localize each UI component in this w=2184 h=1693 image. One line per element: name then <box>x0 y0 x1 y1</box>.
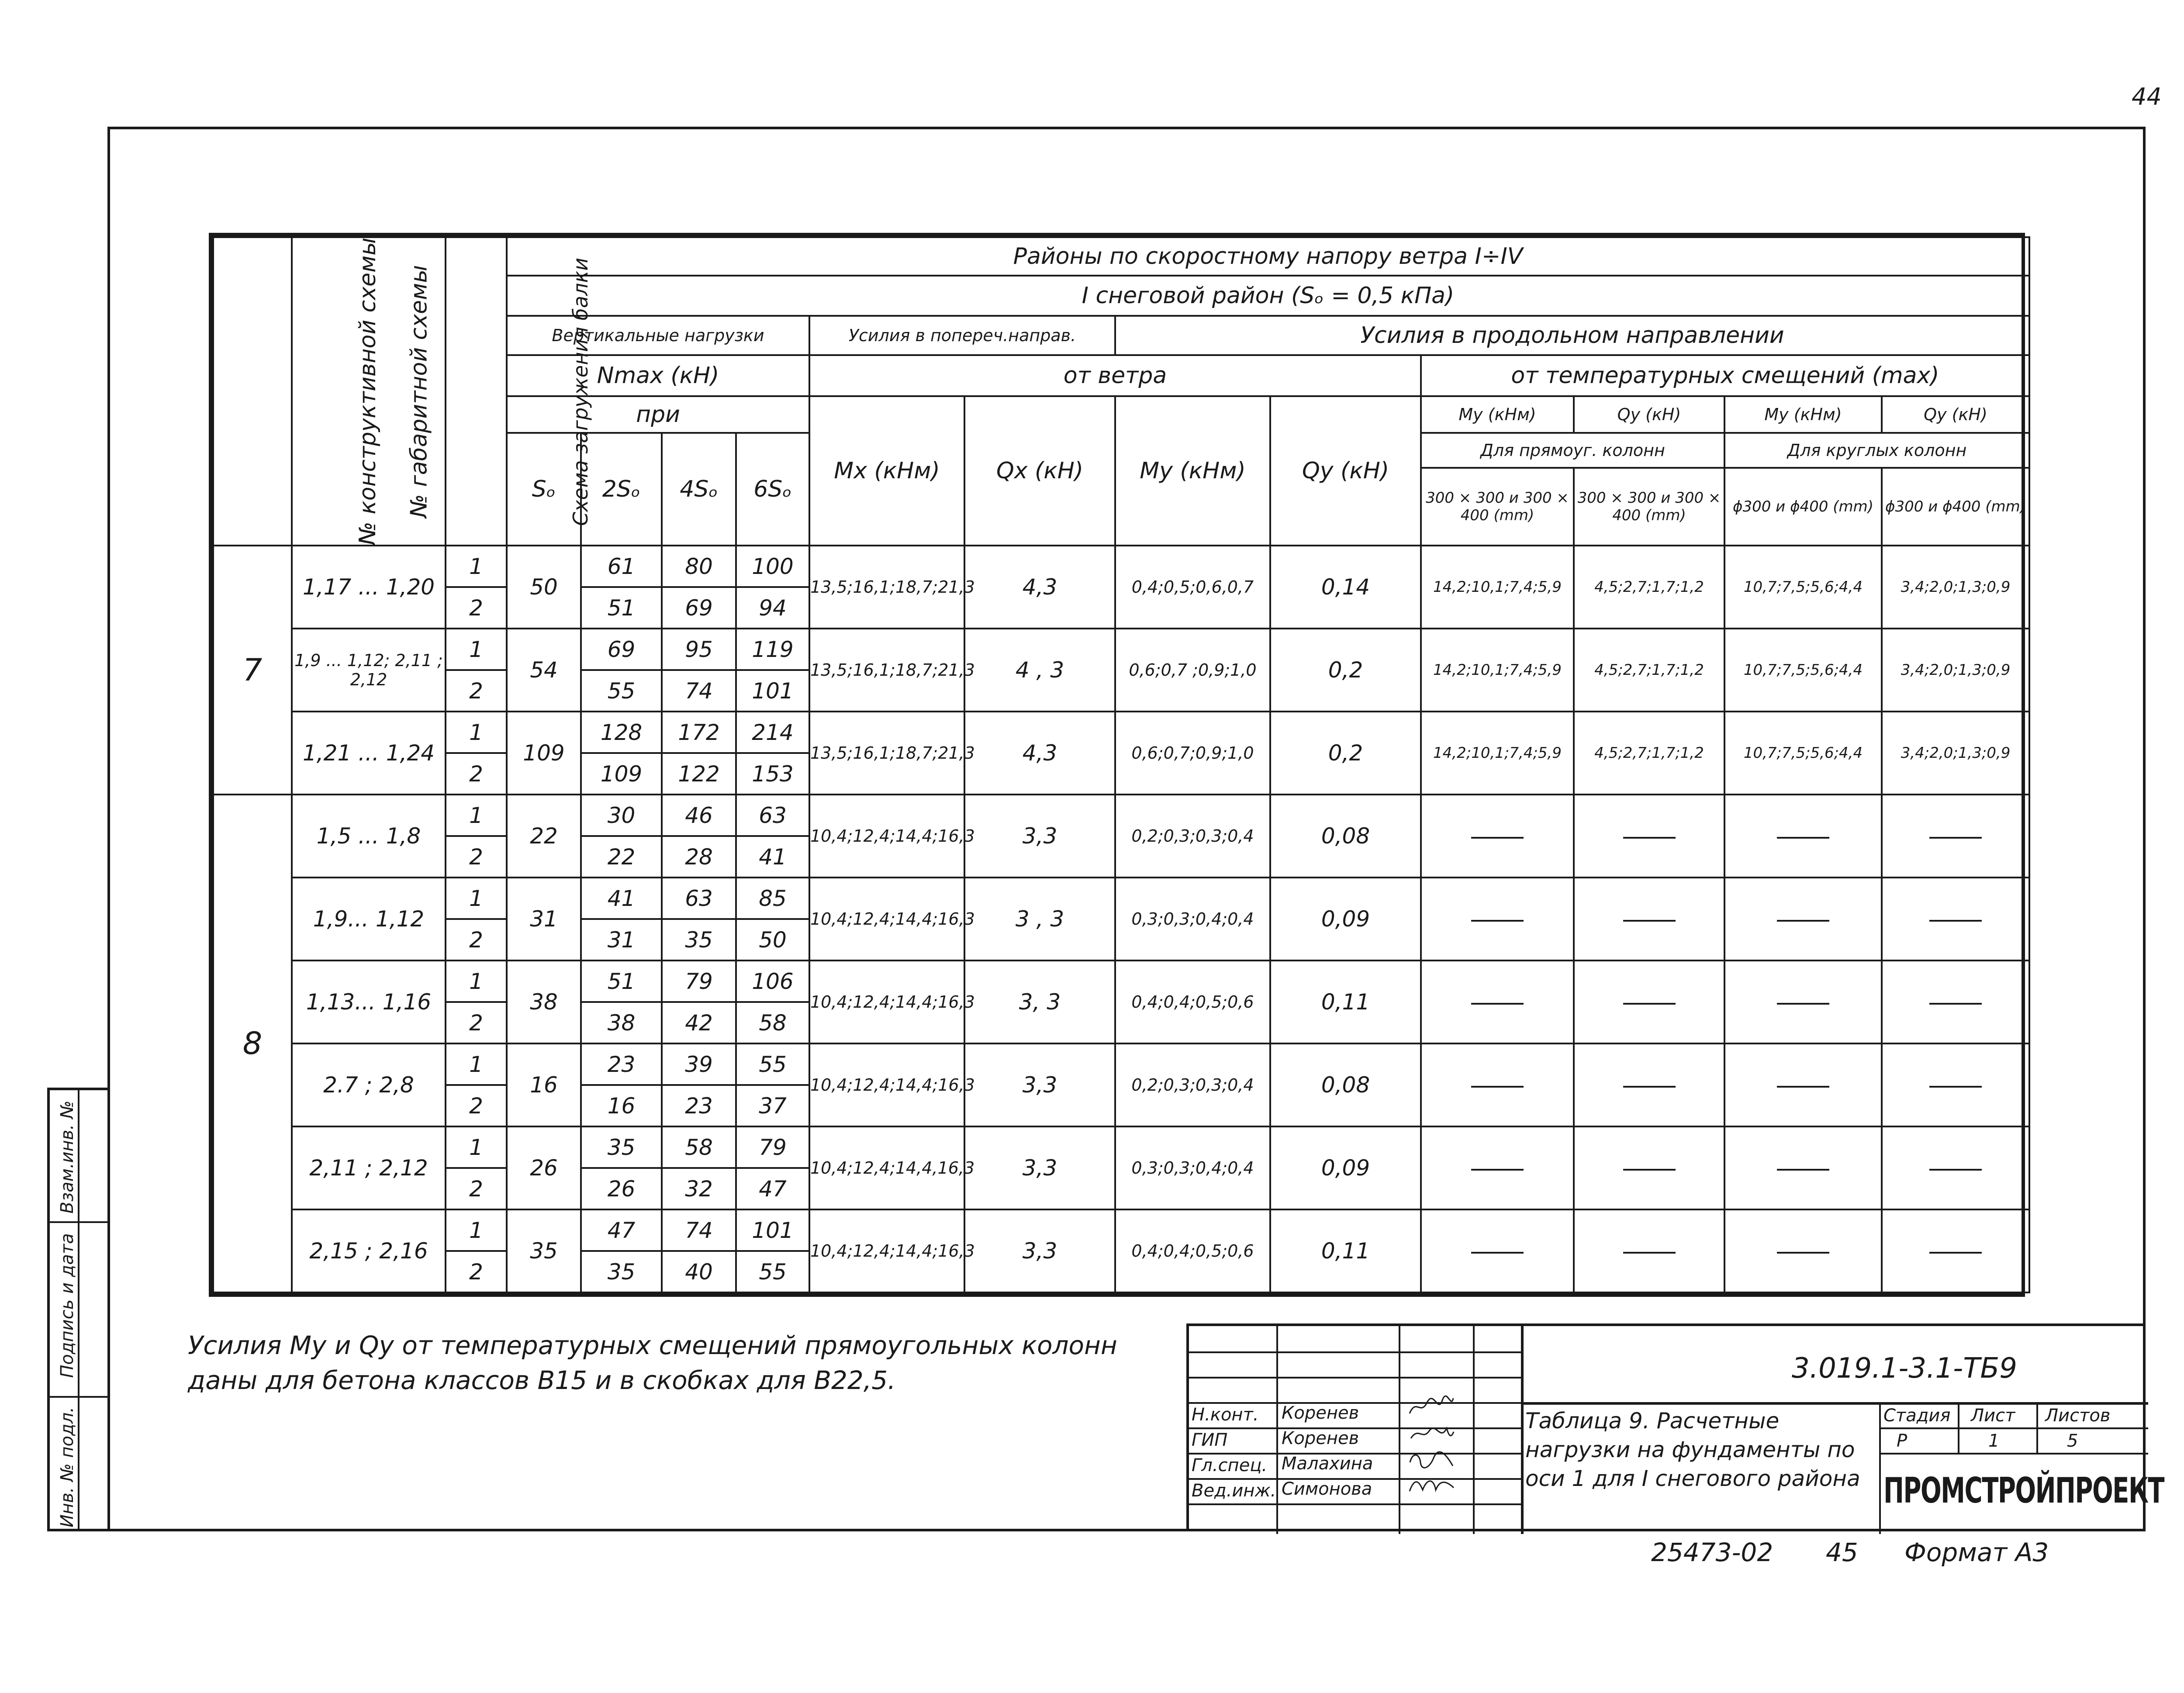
header-qy: Qy (кН) <box>1270 396 1421 546</box>
gabarit-cell: 1,9... 1,12 <box>292 878 446 961</box>
s0-cell: 26 <box>507 1126 581 1209</box>
my-cell: 0,2;0,3;0,3;0,4 <box>1115 1043 1270 1126</box>
s2-cell: 23 <box>581 1043 662 1085</box>
dash-cell <box>1882 795 2029 878</box>
dash-cell <box>1882 878 2029 961</box>
footer-code: 25473-02 <box>1651 1538 1773 1567</box>
s4-cell: 80 <box>662 546 736 587</box>
gabarit-cell: 1,13... 1,16 <box>292 961 446 1043</box>
header-at: при <box>507 396 809 433</box>
header-s0: Sₒ <box>507 433 581 546</box>
s4-cell: 58 <box>662 1126 736 1168</box>
scheme-cell: 2 <box>446 670 507 712</box>
s2-cell: 55 <box>581 670 662 712</box>
mx-cell: 13,5;16,1;18,7;21,3 <box>809 629 964 712</box>
s2-cell: 69 <box>581 629 662 670</box>
s4-cell: 74 <box>662 670 736 712</box>
s2-cell: 109 <box>581 753 662 795</box>
temp-cell: 4,5;2,7;1,7;1,2 <box>1574 712 1724 795</box>
scheme-cell: 2 <box>446 836 507 878</box>
dash-cell <box>1574 795 1724 878</box>
stage-label: Стадия <box>1883 1406 1951 1426</box>
temp-cell: 14,2;10,1;7,4;5,9 <box>1421 546 1574 629</box>
mx-cell: 13,5;16,1;18,7;21,3 <box>809 712 964 795</box>
s6-cell: 47 <box>736 1168 809 1209</box>
s2-cell: 47 <box>581 1209 662 1251</box>
header-wind-regions: Районы по скоростному напору ветра I÷IV <box>507 237 2029 276</box>
s2-cell: 38 <box>581 1002 662 1043</box>
s0-cell: 31 <box>507 878 581 961</box>
s4-cell: 63 <box>662 878 736 919</box>
sheets-value: 5 <box>2067 1431 2078 1451</box>
s4-cell: 122 <box>662 753 736 795</box>
header-gabarit: № габаритной схемы <box>292 237 446 546</box>
temp-cell: 10,7;7,5;5,6;4,4 <box>1724 712 1882 795</box>
side-stamp-podpis: Подпись и дата <box>57 1233 77 1378</box>
my-cell: 0,4;0,4;0,5;0,6 <box>1115 1209 1270 1292</box>
sheet-value: 1 <box>1988 1431 2000 1451</box>
gabarit-cell: 1,21 ... 1,24 <box>292 712 446 795</box>
page-number: 44 <box>2132 83 2162 111</box>
temp-cell: 14,2;10,1;7,4;5,9 <box>1421 712 1574 795</box>
qy-cell: 0,14 <box>1270 546 1421 629</box>
scheme-cell: 1 <box>446 1043 507 1085</box>
s2-cell: 16 <box>581 1085 662 1126</box>
dash-cell <box>1574 961 1724 1043</box>
s4-cell: 46 <box>662 795 736 836</box>
qx-cell: 3,3 <box>964 795 1115 878</box>
s2-cell: 35 <box>581 1126 662 1168</box>
scheme-cell: 1 <box>446 629 507 670</box>
loads-table <box>212 236 2030 1293</box>
scheme-cell: 1 <box>446 546 507 587</box>
qy-cell: 0,08 <box>1270 1043 1421 1126</box>
qy-cell: 0,2 <box>1270 712 1421 795</box>
qy-cell: 0,11 <box>1270 961 1421 1043</box>
dash-cell <box>1574 1126 1724 1209</box>
s2-cell: 31 <box>581 919 662 961</box>
s4-cell: 74 <box>662 1209 736 1251</box>
dash-cell <box>1574 878 1724 961</box>
table-note: Усилия My и Qy от температурных смещений прямоугольных колонн даны для бетона классов В15 и в скобках для В22,5. <box>188 1330 1117 1395</box>
my-cell: 0,4;0,4;0,5;0,6 <box>1115 961 1270 1043</box>
my-cell: 0,4;0,5;0,6,0,7 <box>1115 546 1270 629</box>
s6-cell: 79 <box>736 1126 809 1168</box>
role-vedinzh: Вед.инж. <box>1192 1481 1276 1501</box>
role-nkont: Н.конт. <box>1192 1405 1259 1425</box>
temp-cell: 10,7;7,5;5,6;4,4 <box>1724 629 1882 712</box>
mx-cell: 10,4;12,4;14,4;16,3 <box>809 1209 964 1292</box>
s2-cell: 41 <box>581 878 662 919</box>
header-round-size-1: ϕ300 и ϕ400 (mm) <box>1724 468 1882 546</box>
s6-cell: 106 <box>736 961 809 1002</box>
temp-cell: 10,7;7,5;5,6;4,4 <box>1724 546 1882 629</box>
gabarit-cell: 1,9 ... 1,12; 2,11 ; 2,12 <box>292 629 446 712</box>
s0-cell: 54 <box>507 629 581 712</box>
gabarit-cell: 2.7 ; 2,8 <box>292 1043 446 1126</box>
s4-cell: 32 <box>662 1168 736 1209</box>
header-temp-qy-round: Qy (кН) <box>1882 396 2029 433</box>
s6-cell: 214 <box>736 712 809 753</box>
s6-cell: 85 <box>736 878 809 919</box>
header-rect-size-2: 300 × 300 и 300 × 400 (mm) <box>1574 468 1724 546</box>
mx-cell: 13,5;16,1;18,7;21,3 <box>809 546 964 629</box>
dash-cell <box>1421 1209 1574 1292</box>
header-longitudinal: Усилия в продольном направлении <box>1115 316 2029 355</box>
dash-cell <box>1421 878 1574 961</box>
scheme-cell: 2 <box>446 919 507 961</box>
s2-cell: 30 <box>581 795 662 836</box>
temp-cell: 3,4;2,0;1,3;0,9 <box>1882 629 2029 712</box>
s2-cell: 35 <box>581 1251 662 1292</box>
dash-cell <box>1421 1126 1574 1209</box>
scheme-cell: 2 <box>446 1085 507 1126</box>
sheet-label: Лист <box>1971 1406 2015 1426</box>
doc-code: 3.019.1-3.1-ТБ9 <box>1792 1352 2017 1385</box>
temp-cell: 3,4;2,0;1,3;0,9 <box>1882 546 2029 629</box>
header-my: My (кНм) <box>1115 396 1270 546</box>
header-from-temp: от температурных смещений (max) <box>1421 355 2029 396</box>
name-glspec: Малахина <box>1282 1454 1373 1474</box>
scheme-cell: 1 <box>446 1209 507 1251</box>
loads-table-wrap <box>209 233 2025 1297</box>
dash-cell <box>1882 961 2029 1043</box>
scheme-cell: 2 <box>446 1251 507 1292</box>
qy-cell: 0,11 <box>1270 1209 1421 1292</box>
s6-cell: 101 <box>736 670 809 712</box>
my-cell: 0,3;0,3;0,4;0,4 <box>1115 1126 1270 1209</box>
s6-cell: 55 <box>736 1043 809 1085</box>
s4-cell: 35 <box>662 919 736 961</box>
s2-cell: 51 <box>581 961 662 1002</box>
side-stamp <box>47 1088 107 1531</box>
gabarit-cell: 2,11 ; 2,12 <box>292 1126 446 1209</box>
s4-cell: 172 <box>662 712 736 753</box>
dash-cell <box>1574 1209 1724 1292</box>
name-gip: Коренев <box>1282 1428 1359 1448</box>
header-6s0: 6Sₒ <box>736 433 809 546</box>
signature-4 <box>1407 1475 1455 1495</box>
s2-cell: 26 <box>581 1168 662 1209</box>
s4-cell: 79 <box>662 961 736 1002</box>
s2-cell: 128 <box>581 712 662 753</box>
group-construct-8: 8 <box>213 795 292 1292</box>
s0-cell: 38 <box>507 961 581 1043</box>
s0-cell: 50 <box>507 546 581 629</box>
header-rect-size-1: 300 × 300 и 300 × 400 (mm) <box>1421 468 1574 546</box>
mx-cell: 10,4;12,4;14,4;16,3 <box>809 961 964 1043</box>
s0-cell: 16 <box>507 1043 581 1126</box>
my-cell: 0,6;0,7 ;0,9;1,0 <box>1115 629 1270 712</box>
group-construct-7: 7 <box>213 546 292 795</box>
s0-cell: 22 <box>507 795 581 878</box>
header-construct: № конструктивной схемы <box>213 237 292 546</box>
dash-cell <box>1724 878 1882 961</box>
dash-cell <box>1724 795 1882 878</box>
company-logo: ПРОМСТРОЙПРОЕКТ <box>1883 1470 2164 1511</box>
header-mx: Mx (кНм) <box>809 396 964 546</box>
dash-cell <box>1421 795 1574 878</box>
dash-cell <box>1421 961 1574 1043</box>
signature-3 <box>1407 1449 1455 1469</box>
sheet-title: Таблица 9. Расчетные нагрузки на фундаменты по оси 1 для I снегового района <box>1525 1408 1860 1491</box>
s6-cell: 101 <box>736 1209 809 1251</box>
qy-cell: 0,2 <box>1270 629 1421 712</box>
s6-cell: 55 <box>736 1251 809 1292</box>
footer-num: 45 <box>1826 1538 1858 1567</box>
scheme-cell: 1 <box>446 1126 507 1168</box>
temp-cell: 4,5;2,7;1,7;1,2 <box>1574 629 1724 712</box>
dash-cell <box>1724 1043 1882 1126</box>
s6-cell: 37 <box>736 1085 809 1126</box>
header-2s0: 2Sₒ <box>581 433 662 546</box>
side-stamp-inv: Инв. № подл. <box>57 1407 77 1527</box>
header-snow-region: I снеговой район (Sₒ = 0,5 кПа) <box>507 276 2029 316</box>
stage-value: Р <box>1897 1431 1908 1451</box>
header-round-cols: Для круглых колонн <box>1724 433 2029 468</box>
gabarit-cell: 2,15 ; 2,16 <box>292 1209 446 1292</box>
s4-cell: 95 <box>662 629 736 670</box>
scheme-cell: 1 <box>446 795 507 836</box>
role-gip: ГИП <box>1192 1430 1228 1450</box>
my-cell: 0,2;0,3;0,3;0,4 <box>1115 795 1270 878</box>
mx-cell: 10,4;12,4;14,4;16,3 <box>809 878 964 961</box>
side-stamp-vzam: Взам.инв. № <box>57 1100 77 1214</box>
s0-cell: 109 <box>507 712 581 795</box>
header-vertical-loads: Вертикальные нагрузки <box>507 316 809 355</box>
s4-cell: 23 <box>662 1085 736 1126</box>
qx-cell: 4,3 <box>964 546 1115 629</box>
s4-cell: 39 <box>662 1043 736 1085</box>
qy-cell: 0,09 <box>1270 1126 1421 1209</box>
s4-cell: 42 <box>662 1002 736 1043</box>
dash-cell <box>1724 1126 1882 1209</box>
s4-cell: 40 <box>662 1251 736 1292</box>
dash-cell <box>1574 1043 1724 1126</box>
header-temp-my-round: My (кНм) <box>1724 396 1882 433</box>
footer-format: Формат А3 <box>1904 1538 2049 1567</box>
qx-cell: 3,3 <box>964 1126 1115 1209</box>
scheme-cell: 1 <box>446 712 507 753</box>
signature-1 <box>1407 1396 1455 1416</box>
header-temp-qy-rect: Qy (кН) <box>1574 396 1724 433</box>
dash-cell <box>1882 1043 2029 1126</box>
header-from-wind: от ветра <box>809 355 1421 396</box>
my-cell: 0,3;0,3;0,4;0,4 <box>1115 878 1270 961</box>
qx-cell: 3,3 <box>964 1043 1115 1126</box>
header-temp-my-rect: My (кНм) <box>1421 396 1574 433</box>
scheme-cell: 1 <box>446 878 507 919</box>
dash-cell <box>1724 1209 1882 1292</box>
s6-cell: 41 <box>736 836 809 878</box>
scheme-cell: 2 <box>446 587 507 629</box>
s6-cell: 58 <box>736 1002 809 1043</box>
s2-cell: 61 <box>581 546 662 587</box>
s0-cell: 35 <box>507 1209 581 1292</box>
scheme-cell: 2 <box>446 753 507 795</box>
sheets-label: Листов <box>2045 1406 2111 1426</box>
s6-cell: 94 <box>736 587 809 629</box>
header-rect-cols: Для прямоуг. колонн <box>1421 433 1724 468</box>
header-transverse: Усилия в попереч.направ. <box>809 316 1115 355</box>
qy-cell: 0,09 <box>1270 878 1421 961</box>
s2-cell: 51 <box>581 587 662 629</box>
scheme-cell: 2 <box>446 1168 507 1209</box>
scheme-cell: 2 <box>446 1002 507 1043</box>
gabarit-cell: 1,17 ... 1,20 <box>292 546 446 629</box>
s6-cell: 63 <box>736 795 809 836</box>
name-vedinzh: Симонова <box>1282 1479 1372 1499</box>
qy-cell: 0,08 <box>1270 795 1421 878</box>
qx-cell: 3,3 <box>964 1209 1115 1292</box>
title-block <box>1186 1323 2164 1531</box>
dash-cell <box>1882 1126 2029 1209</box>
qx-cell: 4 , 3 <box>964 629 1115 712</box>
s6-cell: 153 <box>736 753 809 795</box>
gabarit-cell: 1,5 ... 1,8 <box>292 795 446 878</box>
temp-cell: 4,5;2,7;1,7;1,2 <box>1574 546 1724 629</box>
s2-cell: 22 <box>581 836 662 878</box>
dash-cell <box>1882 1209 2029 1292</box>
signature-2 <box>1407 1423 1455 1443</box>
mx-cell: 10,4;12,4;14,4,16,3 <box>809 1126 964 1209</box>
dash-cell <box>1724 961 1882 1043</box>
header-4s0: 4Sₒ <box>662 433 736 546</box>
header-nmax: Nmax (кН) <box>507 355 809 396</box>
mx-cell: 10,4;12,4;14,4;16,3 <box>809 795 964 878</box>
s6-cell: 100 <box>736 546 809 587</box>
scheme-cell: 1 <box>446 961 507 1002</box>
role-glspec: Гл.спец. <box>1192 1455 1268 1475</box>
name-nkont: Коренев <box>1282 1403 1359 1423</box>
qx-cell: 4,3 <box>964 712 1115 795</box>
qx-cell: 3 , 3 <box>964 878 1115 961</box>
my-cell: 0,6;0,7;0,9;1,0 <box>1115 712 1270 795</box>
qx-cell: 3, 3 <box>964 961 1115 1043</box>
s6-cell: 119 <box>736 629 809 670</box>
temp-cell: 3,4;2,0;1,3;0,9 <box>1882 712 2029 795</box>
s4-cell: 69 <box>662 587 736 629</box>
s6-cell: 50 <box>736 919 809 961</box>
mx-cell: 10,4;12,4;14,4;16,3 <box>809 1043 964 1126</box>
dash-cell <box>1421 1043 1574 1126</box>
header-round-size-2: ϕ300 и ϕ400 (mm) <box>1882 468 2029 546</box>
header-qx: Qx (кН) <box>964 396 1115 546</box>
header-scheme: Схема загружения балки <box>446 237 507 546</box>
temp-cell: 14,2;10,1;7,4;5,9 <box>1421 629 1574 712</box>
s4-cell: 28 <box>662 836 736 878</box>
